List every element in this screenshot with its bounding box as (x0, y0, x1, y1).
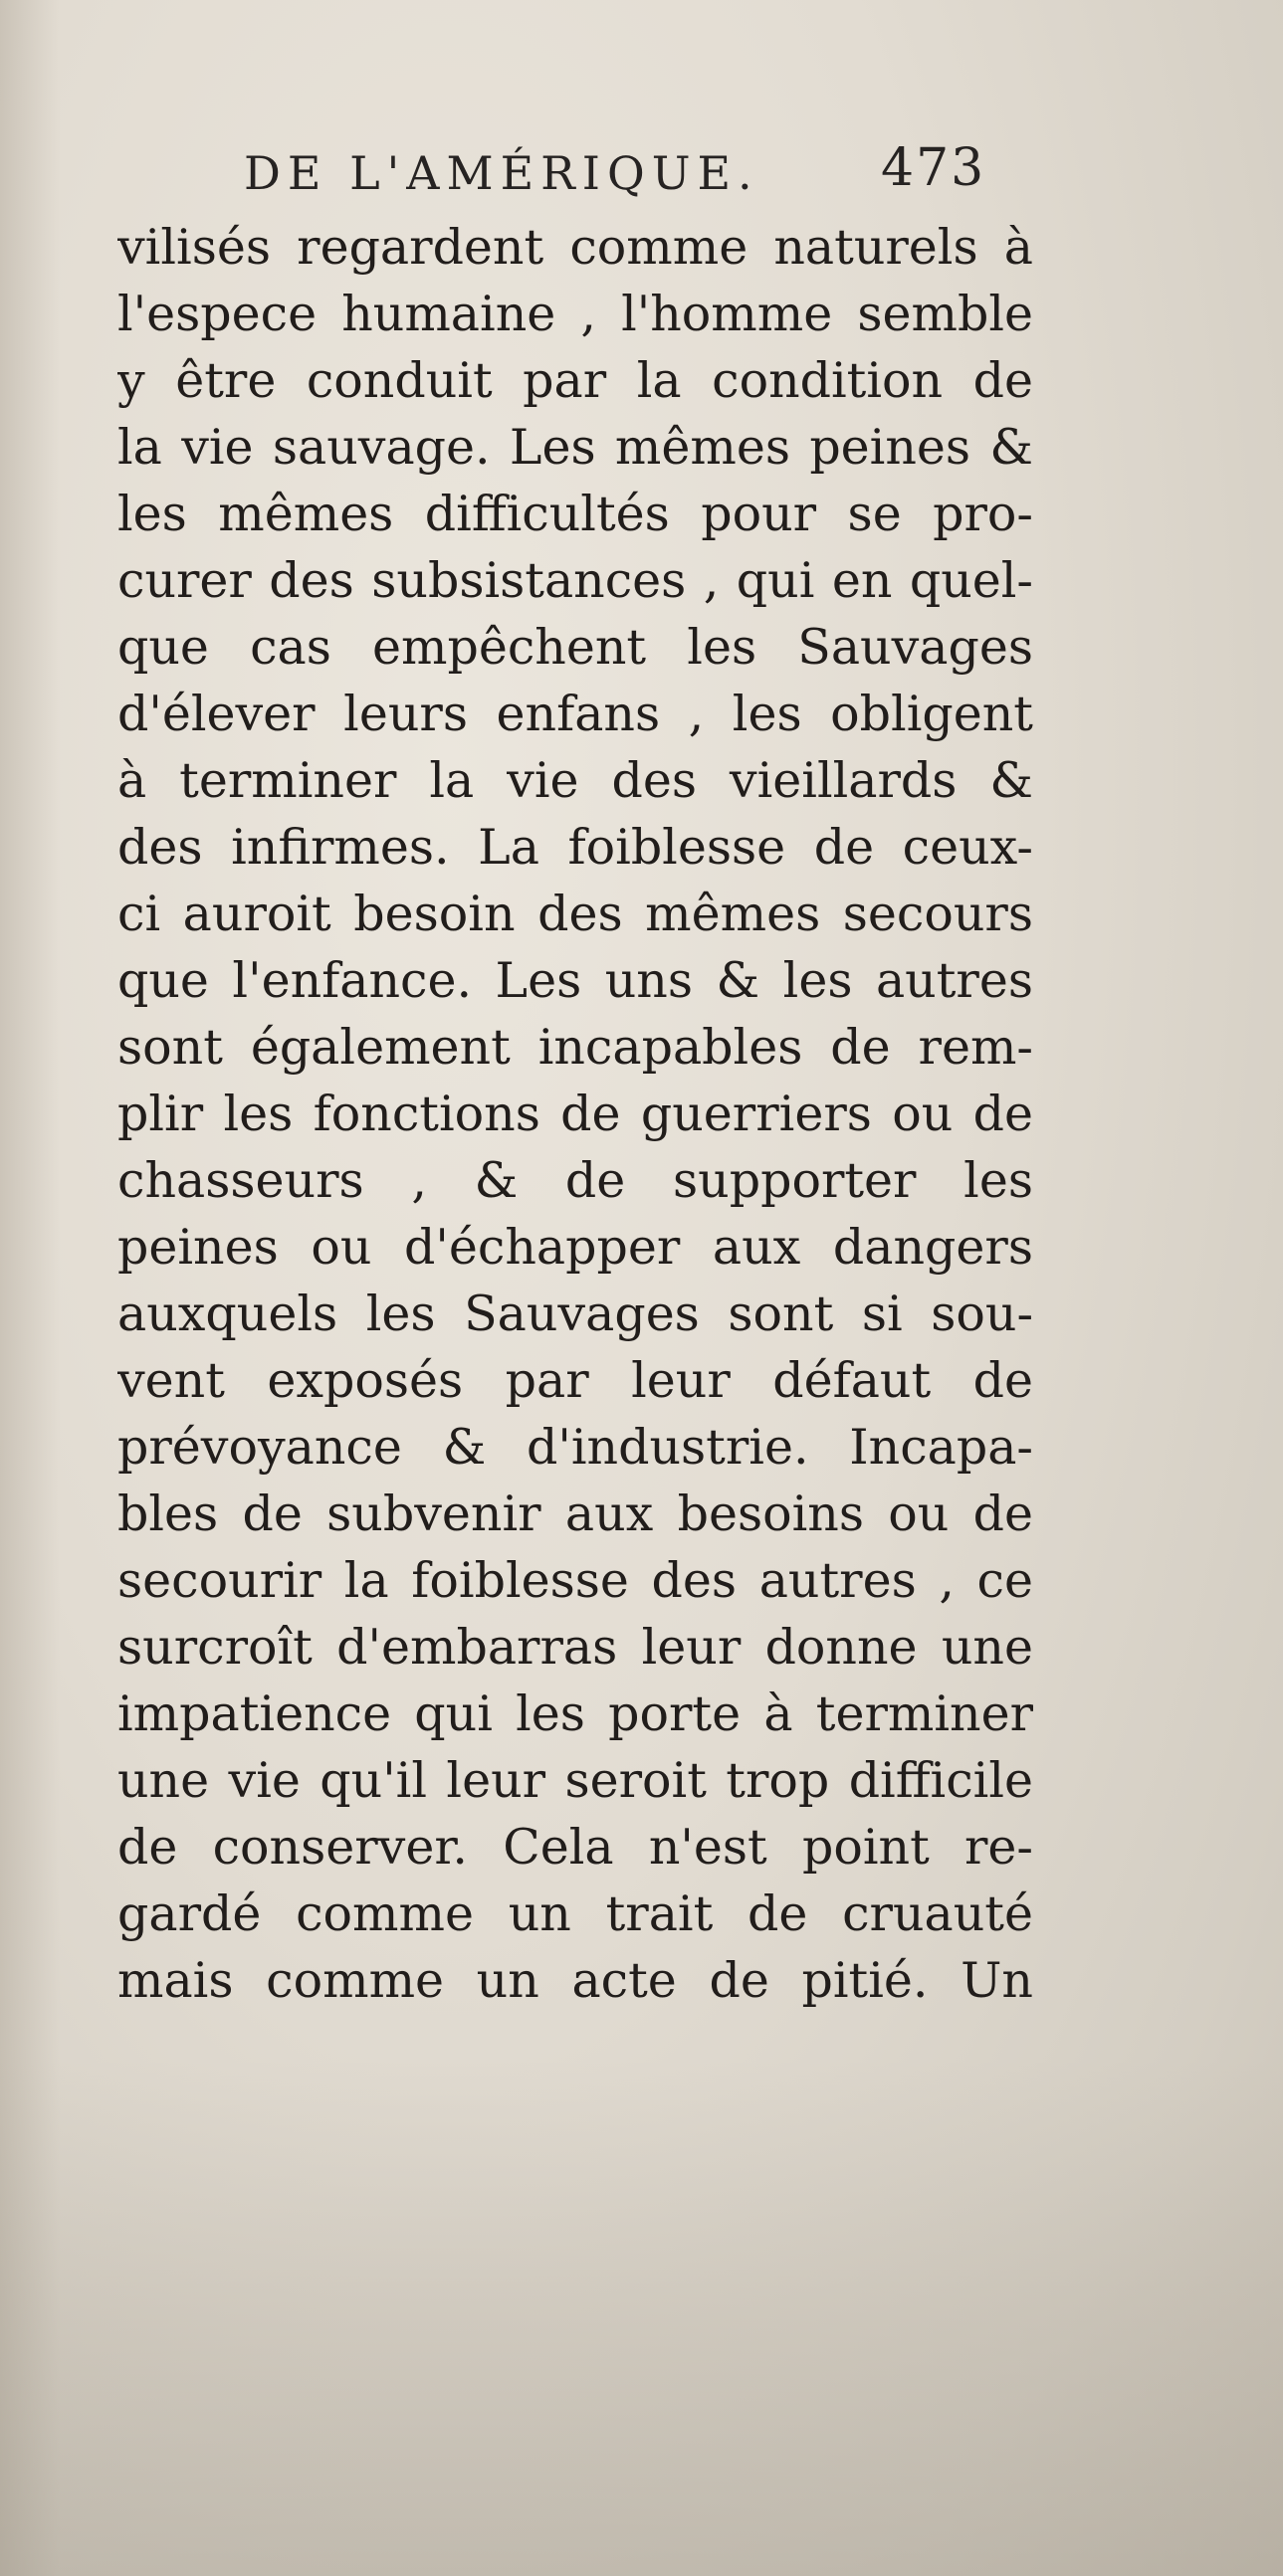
text-line: auxquels les Sauvages sont si sou- (117, 1286, 1033, 1342)
text-line: d'élever leurs enfans , les obligent (117, 686, 1033, 742)
page-number: 473 (881, 138, 986, 198)
text-line: ci auroit besoin des mêmes secours (117, 886, 1033, 942)
text-line: peines ou d'échapper aux dangers (117, 1219, 1033, 1276)
text-line: de conserver. Cela n'est point re- (117, 1819, 1033, 1876)
text-line: surcroît d'embarras leur donne une (117, 1619, 1033, 1676)
text-line: plir les fonctions de guerriers ou de (117, 1086, 1033, 1142)
text-line: secourir la foiblesse des autres , ce (117, 1552, 1033, 1609)
text-line: sont également incapables de rem- (117, 1019, 1033, 1076)
text-line: bles de subvenir aux besoins ou de (117, 1486, 1033, 1542)
text-line: une vie qu'il leur seroit trop difficile (117, 1752, 1033, 1809)
text-line: vent exposés par leur défaut de (117, 1352, 1033, 1409)
text-line: l'espece humaine , l'homme semble (117, 286, 1033, 342)
text-line: y être conduit par la condition de (117, 352, 1033, 409)
text-line: mais comme un acte de pitié. Un (117, 1952, 1033, 2009)
text-line: impatience qui les porte à terminer (117, 1685, 1033, 1742)
text-line: à terminer la vie des vieillards & (117, 752, 1033, 809)
text-line: la vie sauvage. Les mêmes peines & (117, 419, 1033, 476)
text-line: des infirmes. La foiblesse de ceux- (117, 819, 1033, 876)
text-line: vilisés regardent comme naturels à (117, 219, 1033, 276)
text-line: les mêmes difficultés pour se pro- (117, 486, 1033, 542)
body-text (117, 214, 1033, 2014)
text-line: gardé comme un trait de cruauté (117, 1885, 1033, 1942)
text-line: chasseurs , & de supporter les (117, 1152, 1033, 1209)
text-line: que l'enfance. Les uns & les autres (117, 952, 1033, 1009)
page-bottom-shadow (0, 2059, 1283, 2576)
running-head: DE L'AMÉRIQUE. (244, 146, 759, 200)
page-header (244, 134, 1030, 204)
text-line: prévoyance & d'industrie. Incapa- (117, 1419, 1033, 1476)
text-line: que cas empêchent les Sauvages (117, 619, 1033, 676)
text-line: curer des subsistances , qui en quel- (117, 552, 1033, 609)
